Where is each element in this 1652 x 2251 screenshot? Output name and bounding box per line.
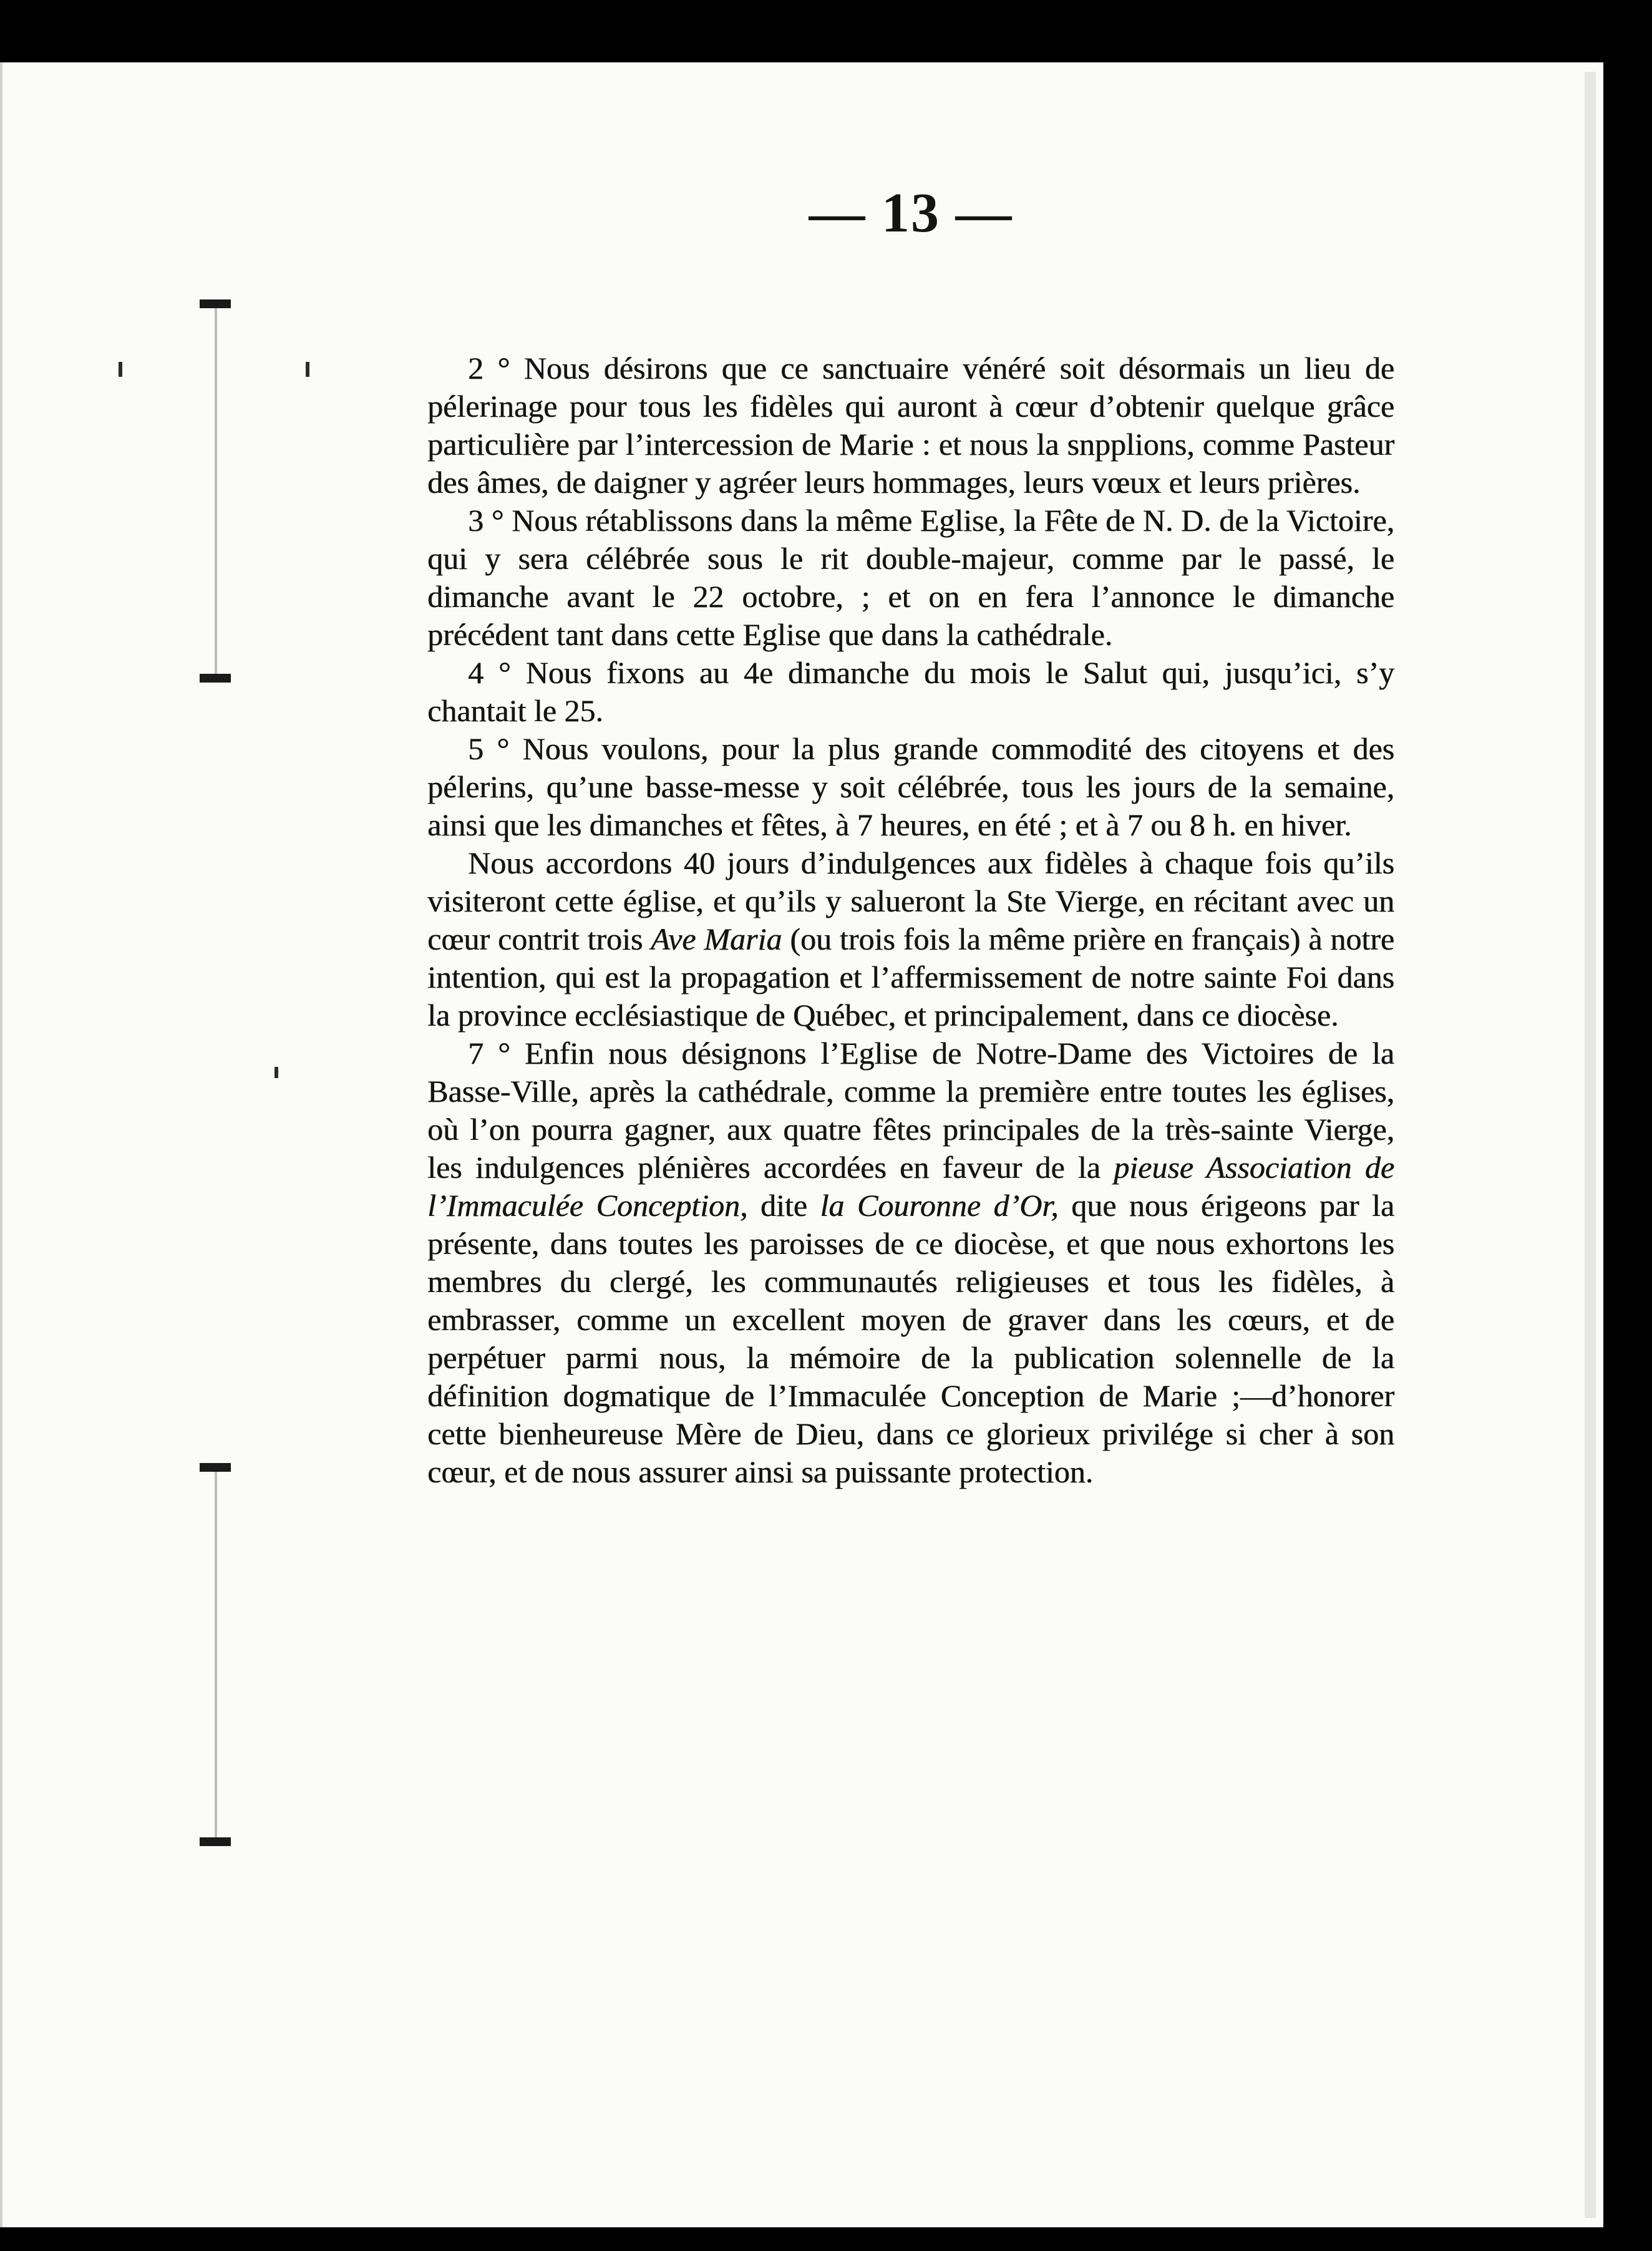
paragraph-7-text-2: dite: [760, 1188, 807, 1223]
page-number: — 13 —: [809, 182, 1013, 244]
margin-mark: [306, 362, 309, 377]
stitch-thread: [215, 1472, 217, 1840]
stitch-thread: [215, 308, 217, 676]
paragraph-4: 4 ° Nous fixons au 4e dimanche du mois le Salut qui, jusqu’ici, s’y chantait le 25.: [427, 655, 1394, 728]
paragraph-indulgences-text-2: (ou trois fois la même prière en français) à notre intention, qui est la propagation et l’affermissement de notre sainte Foi dans la province ecclésiastique de Québec, et principalement, dans ce diocèse.: [427, 921, 1394, 1033]
ave-maria-italic: Ave Maria: [651, 921, 782, 956]
association-name-italic: pieuse Association de l’Immaculée Conception,: [427, 1150, 1394, 1223]
page-edge: [1585, 72, 1596, 2218]
paragraph-7: [427, 1034, 1394, 1491]
paragraph-7-text-1: 7 ° Enfin nous désignons l’Eglise de Notre-Dame des Victoires de la Basse-Ville, après la cathédrale, comme la première entre toutes les églises, où l’on pourra gagner, aux quatre fêtes principales de la très-sainte Vierge, les indulgences plénières accordées en faveur de la: [427, 1036, 1394, 1185]
paragraph-2: 2 ° Nous désirons que ce sanctuaire vénéré soit désormais un lieu de pélerinage pour tous les fidèles qui auront à cœur d’obtenir quelque grâce particulière par l’intercession de Marie : et nous la snpplions, comme Pasteur des âmes, de daigner y agréer leurs hommages, leurs vœux et leurs prières.: [427, 351, 1394, 500]
paragraph-indulgences-text-1: Nous accordons 40 jours d’indulgences aux fidèles à chaque fois qu’ils visiteront cette église, et qu’ils y salueront la Ste Vierge, en récitant avec un cœur contrit trois: [427, 845, 1394, 956]
stitch-cap: [200, 674, 231, 683]
paragraph-5: 5 ° Nous voulons, pour la plus grande commodité des citoyens et des pélerins, qu’une basse-messe y soit célébrée, tous les jours de la semaine, ainsi que les dimanches et fêtes, à 7 heures, en été ; et à 7 ou 8 h. en hiver.: [427, 731, 1394, 842]
body-text: [427, 349, 1394, 1491]
stitch-cap: [200, 1463, 231, 1472]
margin-mark: [119, 362, 122, 377]
margin-mark: [275, 1067, 278, 1078]
paragraph-3: 3 ° Nous rétablissons dans la même Eglise, la Fête de N. D. de la Victoire, qui y sera célébrée sous le rit double-majeur, comme par le passé, le dimanche avant le 22 octobre, ; et on en fera l’annonce le dimanche précédent tant dans cette Eglise que dans la cathédrale.: [427, 503, 1394, 652]
binding-stitch-bottom: [187, 1463, 225, 1850]
paragraph-indulgences: [427, 844, 1394, 1034]
couronne-dor-italic: la Couronne d’Or,: [820, 1188, 1059, 1223]
stitch-cap: [200, 1837, 231, 1846]
paragraph-7-text-3: que nous érigeons par la présente, dans toutes les paroisses de ce diocèse, et que nous exhortons les membres du clergé, les communautés religieuses et tous les fidèles, à embrasser, comme un excellent moyen de graver dans les cœurs, et de perpétuer parmi nous, la mémoire de la publication solennelle de la définition dogmatique de l’Immaculée Conception de Marie ;—d’honorer cette bienheureuse Mère de Dieu, dans ce glorieux privilége si cher à son cœur, et de nous assurer ainsi sa puissante protection.: [427, 1188, 1395, 1489]
stitch-cap: [200, 299, 231, 308]
binding-stitch-top: [187, 299, 225, 686]
